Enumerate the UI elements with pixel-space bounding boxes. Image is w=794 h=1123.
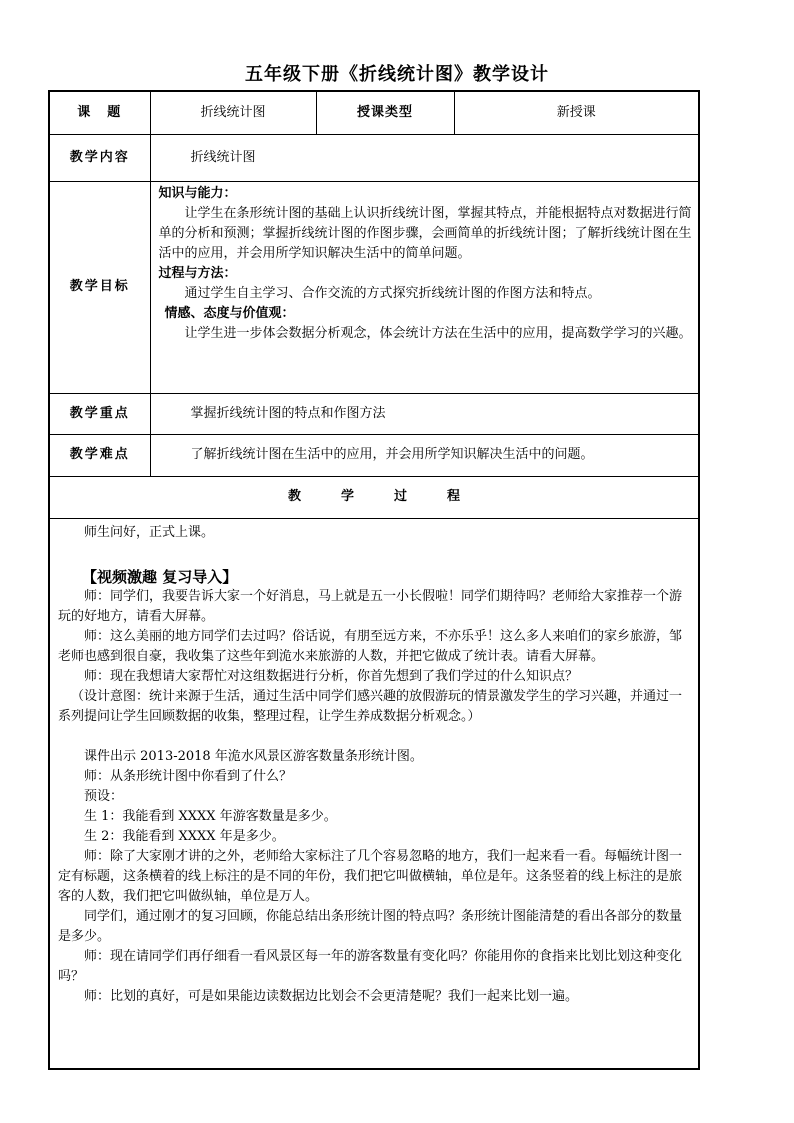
process-paragraph: 师：除了大家刚才讲的之外，老师给大家标注了几个容易忽略的地方，我们一起来看一看。每幅统计图一定有标题，这条横着的线上标注的是不同的年份，我们把它叫做横轴，单位是年。这条竖着的线上标注的是旅客的人数，我们把它叫做纵轴，单位是万人。 <box>58 848 683 904</box>
process-paragraph: 预设： <box>84 788 124 804</box>
process-paragraph: 生 2：我能看到 XXXX 年是多少。 <box>84 828 285 844</box>
process-paragraph: 生 1：我能看到 XXXX 年游客数量是多少。 <box>84 808 337 824</box>
objective-attitude-text: 让学生进一步体会数据分析观念，体会统计方法在生活中的应用，提高数学学习的兴趣。 <box>184 325 692 341</box>
objective-knowledge-text: 让学生在条形统计图的基础上认识折线统计图，掌握其特点，并能根据特点对数据进行简单的分析和预测；掌握折线统计图的作图步骤，会画简单的折线统计图；了解折线统计图在生活中的应用，并会用所学知识解决生活中的简单问题。 <box>158 205 692 261</box>
process-paragraph: 师：现在请同学们再仔细看一看风景区每一年的游客数量有变化吗？你能用你的食指来比划比划这种变化吗？ <box>58 948 683 984</box>
objective-process-title: 过程与方法： <box>158 265 237 281</box>
content-label: 教学内容 <box>49 134 150 181</box>
difficulty-label: 教学难点 <box>49 434 150 476</box>
process-content <box>49 518 699 1069</box>
content-row <box>49 134 699 181</box>
lesson-type-label: 授课类型 <box>316 91 454 134</box>
lesson-plan-table <box>48 90 700 1070</box>
difficulty-row <box>49 434 699 476</box>
process-header-row <box>49 476 699 518</box>
topic-label: 课 题 <box>49 91 150 134</box>
objective-knowledge-title: 知识与能力： <box>158 185 237 201</box>
process-paragraph: 师：比划的真好，可是如果能边读数据边比划会不会更清楚呢？我们一起来比划一遍。 <box>84 988 579 1004</box>
topic-row <box>49 91 699 134</box>
process-row <box>49 518 699 1069</box>
difficulty-value: 了解折线统计图在生活中的应用，并会用所学知识解决生活中的问题。 <box>150 434 699 476</box>
lesson-type-value: 新授课 <box>454 91 699 134</box>
process-paragraph: 同学们，通过刚才的复习回顾，你能总结出条形统计图的特点吗？条形统计图能清楚的看出各部分的数量是多少。 <box>58 908 683 944</box>
process-paragraph: 师：同学们，我要告诉大家一个好消息，马上就是五一小长假啦！同学们期待吗？老师给大家推荐一个游玩的好地方，请看大屏幕。 <box>58 588 683 624</box>
key-point-label: 教学重点 <box>49 393 150 434</box>
key-point-value: 掌握折线统计图的特点和作图方法 <box>150 393 699 434</box>
document-title: 五年级下册《折线统计图》教学设计 <box>245 64 549 85</box>
process-paragraph: 课件出示 2013-2018 年洈水风景区游客数量条形统计图。 <box>84 748 423 764</box>
objective-process-text: 通过学生自主学习、合作交流的方式探究折线统计图的作图方法和特点。 <box>184 285 601 301</box>
objectives-content <box>150 181 699 393</box>
objective-attitude-title: 情感、态度与价值观： <box>164 305 295 321</box>
topic-value: 折线统计图 <box>150 91 316 134</box>
objectives-row <box>49 181 699 393</box>
content-value: 折线统计图 <box>150 134 699 181</box>
process-header: 教学过程 <box>49 476 699 518</box>
process-paragraph: 师：现在我想请大家帮忙对这组数据进行分析，你首先想到了我们学过的什么知识点？ <box>84 668 579 684</box>
key-point-row <box>49 393 699 434</box>
design-intent-note: （设计意图：统计来源于生活，通过生活中同学们感兴趣的放假游玩的情景激发学生的学习兴趣，并通过一系列提问让学生回顾数据的收集，整理过程，让学生养成数据分析观念。） <box>58 688 683 724</box>
objectives-label: 教学目标 <box>49 181 150 393</box>
process-paragraph: 师生问好，正式上课。 <box>84 524 215 540</box>
process-paragraph: 师：这么美丽的地方同学们去过吗？俗话说，有朋至远方来，不亦乐乎！这么多人来咱们的家乡旅游，邹老师也感到很自豪，我收集了这些年到洈水来旅游的人数，并把它做成了统计表。请看大屏幕。 <box>58 628 683 664</box>
process-paragraph: 师：从条形统计图中你看到了什么？ <box>84 768 293 784</box>
section-heading: 【视频激趣 复习导入】 <box>82 567 238 586</box>
